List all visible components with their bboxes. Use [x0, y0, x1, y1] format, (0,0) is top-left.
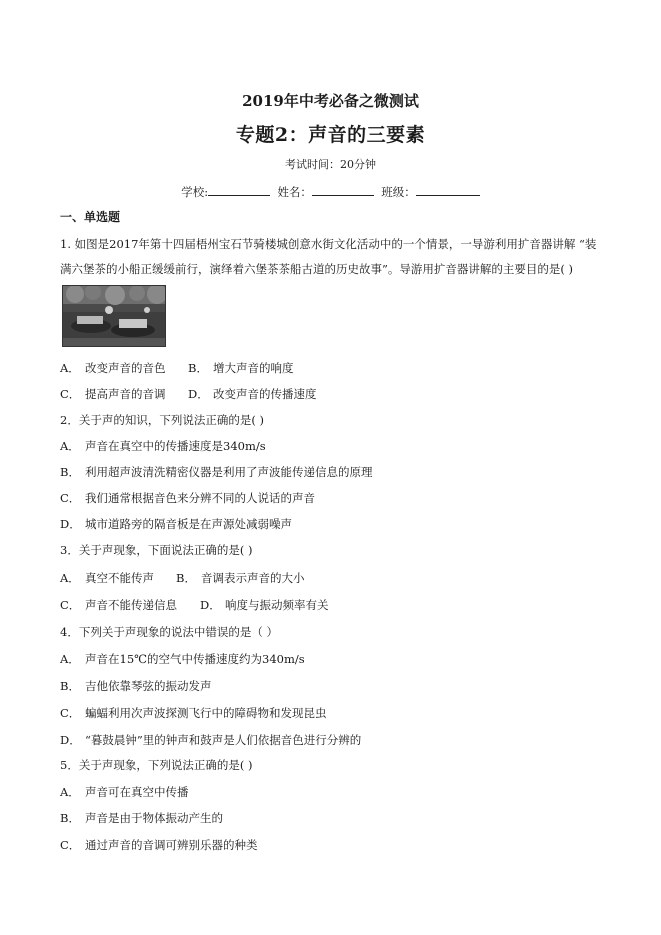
q3-option-a: A． 真空不能传声 — [60, 571, 154, 585]
q2-option-a: A． 声音在真空中的传播速度是340m/s — [60, 439, 266, 453]
q3-option-c: C． 声音不能传递信息 — [60, 598, 177, 612]
class-blank — [416, 183, 480, 196]
q5-option-b: B． 声音是由于物体振动产生的 — [60, 811, 223, 825]
q5-option-c: C． 通过声音的音调可辨别乐器的种类 — [60, 838, 258, 852]
q2-stem: 2．关于声的知识，下列说法正确的是( ) — [60, 413, 264, 427]
q2-option-d: D． 城市道路旁的隔音板是在声源处减弱噪声 — [60, 517, 292, 531]
q4-option-d: D． “暮鼓晨钟”里的钟声和鼓声是人们依据音色进行分辨的 — [60, 733, 362, 747]
class-label: 班级： — [381, 185, 416, 199]
exam-title: 2019年中考必备之微测试 — [242, 92, 419, 110]
school-blank — [208, 183, 270, 196]
q3-option-b: B． 音调表示声音的大小 — [176, 571, 305, 585]
student-info — [0, 183, 661, 200]
photo-drawing — [63, 286, 166, 347]
section-heading: 一、单选题 — [60, 210, 121, 224]
water-street-photo — [62, 285, 166, 347]
q2-option-c: C． 我们通常根据音色来分辨不同的人说话的声音 — [60, 491, 315, 505]
q1-option-c: C． 提高声音的音调 — [60, 387, 166, 401]
q1-option-b: B． 增大声音的响度 — [188, 361, 294, 375]
q5-option-a: A． 声音可在真空中传播 — [60, 785, 189, 799]
q3-stem: 3．关于声现象，下面说法正确的是( ) — [60, 543, 253, 557]
name-label: 姓名： — [277, 185, 312, 199]
q3-option-d: D． 响度与振动频率有关 — [200, 598, 329, 612]
q5-stem: 5．关于声现象，下列说法正确的是( ) — [60, 758, 253, 772]
q1-stem-line2: 满六堡茶的小船正缓缓前行，演绎着六堡茶茶船古道的历史故事”。导游用扩音器讲解的主要目的是( ) — [60, 262, 574, 276]
q4-option-c: C． 蝙蝠利用次声波探测飞行中的障碍物和发现昆虫 — [60, 706, 327, 720]
school-label: 学校: — [181, 185, 209, 199]
q4-stem: 4．下列关于声现象的说法中错误的是（ ） — [60, 625, 278, 639]
q4-option-b: B． 吉他依靠琴弦的振动发声 — [60, 679, 212, 693]
exam-time: 考试时间：20分钟 — [285, 158, 376, 171]
topic-title: 专题2：声音的三要素 — [235, 124, 426, 146]
q1-option-d: D． 改变声音的传播速度 — [188, 387, 317, 401]
q2-option-b: B． 利用超声波清洗精密仪器是利用了声波能传递信息的原理 — [60, 465, 373, 479]
name-blank — [312, 183, 374, 196]
q4-option-a: A． 声音在15℃的空气中传播速度约为340m/s — [60, 652, 305, 666]
q1-option-a: A． 改变声音的音色 — [60, 361, 166, 375]
q1-stem-line1: 1. 如图是2017年第十四届梧州宝石节骑楼城创意水街文化活动中的一个情景，一导游利用扩音器讲解 “装 — [60, 237, 597, 251]
